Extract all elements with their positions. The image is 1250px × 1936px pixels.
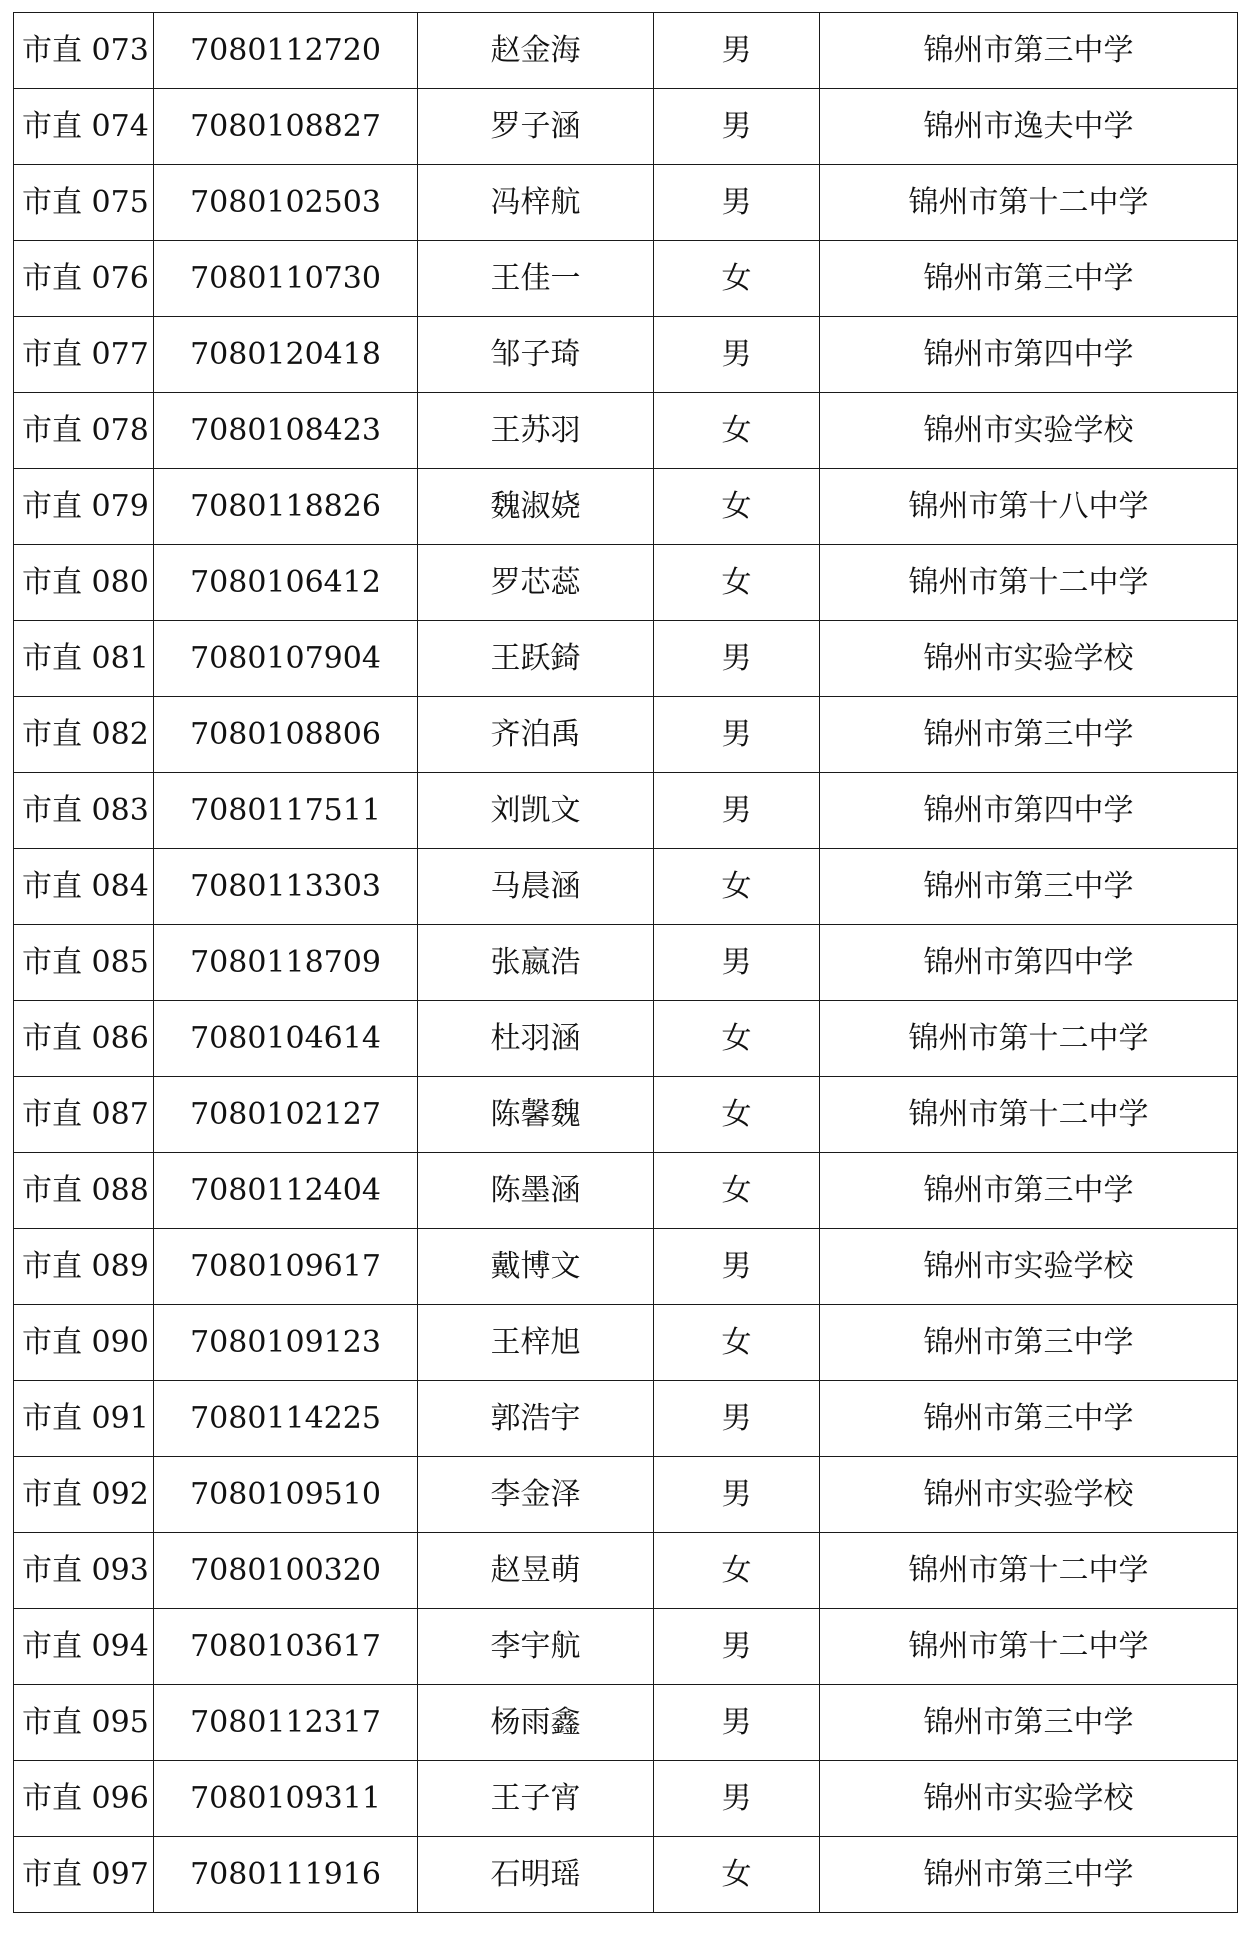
student-name-cell: 冯梓航	[418, 165, 654, 241]
gender-cell: 女	[654, 849, 820, 925]
exam-number-cell: 7080112317	[154, 1685, 418, 1761]
school-cell: 锦州市实验学校	[820, 1761, 1238, 1837]
row-code-cell: 市直 090	[14, 1305, 154, 1381]
gender-cell: 女	[654, 241, 820, 317]
school-cell: 锦州市逸夫中学	[820, 89, 1238, 165]
school-cell: 锦州市第四中学	[820, 317, 1238, 393]
gender-cell: 女	[654, 545, 820, 621]
table-row	[14, 1381, 1238, 1457]
school-cell: 锦州市第三中学	[820, 241, 1238, 317]
gender-cell: 男	[654, 773, 820, 849]
school-cell: 锦州市第三中学	[820, 849, 1238, 925]
school-cell: 锦州市第三中学	[820, 1837, 1238, 1913]
school-cell: 锦州市第十八中学	[820, 469, 1238, 545]
student-name-cell: 王子宵	[418, 1761, 654, 1837]
school-cell: 锦州市第四中学	[820, 773, 1238, 849]
table-row	[14, 13, 1238, 89]
table-row	[14, 1761, 1238, 1837]
row-code-cell: 市直 087	[14, 1077, 154, 1153]
exam-number-cell: 7080104614	[154, 1001, 418, 1077]
exam-number-cell: 7080108827	[154, 89, 418, 165]
student-name-cell: 魏淑娆	[418, 469, 654, 545]
table-row	[14, 1153, 1238, 1229]
table-row	[14, 241, 1238, 317]
school-cell: 锦州市实验学校	[820, 621, 1238, 697]
gender-cell: 男	[654, 1381, 820, 1457]
row-code-cell: 市直 097	[14, 1837, 154, 1913]
student-name-cell: 赵金海	[418, 13, 654, 89]
school-cell: 锦州市第三中学	[820, 1153, 1238, 1229]
row-code-cell: 市直 095	[14, 1685, 154, 1761]
roster-body	[14, 13, 1238, 1913]
table-row	[14, 1457, 1238, 1533]
exam-number-cell: 7080113303	[154, 849, 418, 925]
gender-cell: 男	[654, 317, 820, 393]
school-cell: 锦州市第十二中学	[820, 1077, 1238, 1153]
gender-cell: 男	[654, 621, 820, 697]
student-name-cell: 齐泊禹	[418, 697, 654, 773]
table-row	[14, 1077, 1238, 1153]
student-name-cell: 刘凯文	[418, 773, 654, 849]
table-row	[14, 1609, 1238, 1685]
student-name-cell: 陈墨涵	[418, 1153, 654, 1229]
exam-number-cell: 7080117511	[154, 773, 418, 849]
row-code-cell: 市直 093	[14, 1533, 154, 1609]
row-code-cell: 市直 075	[14, 165, 154, 241]
row-code-cell: 市直 091	[14, 1381, 154, 1457]
student-name-cell: 赵昱萌	[418, 1533, 654, 1609]
table-row	[14, 393, 1238, 469]
row-code-cell: 市直 085	[14, 925, 154, 1001]
gender-cell: 女	[654, 1837, 820, 1913]
student-name-cell: 杨雨鑫	[418, 1685, 654, 1761]
row-code-cell: 市直 092	[14, 1457, 154, 1533]
school-cell: 锦州市第三中学	[820, 1305, 1238, 1381]
row-code-cell: 市直 073	[14, 13, 154, 89]
table-row	[14, 317, 1238, 393]
student-name-cell: 李金泽	[418, 1457, 654, 1533]
exam-number-cell: 7080109510	[154, 1457, 418, 1533]
exam-number-cell: 7080118826	[154, 469, 418, 545]
student-name-cell: 邹子琦	[418, 317, 654, 393]
gender-cell: 男	[654, 165, 820, 241]
table-row	[14, 1229, 1238, 1305]
gender-cell: 女	[654, 393, 820, 469]
gender-cell: 女	[654, 1305, 820, 1381]
school-cell: 锦州市第四中学	[820, 925, 1238, 1001]
table-row	[14, 925, 1238, 1001]
student-name-cell: 张嬴浩	[418, 925, 654, 1001]
school-cell: 锦州市第三中学	[820, 13, 1238, 89]
table-row	[14, 1837, 1238, 1913]
gender-cell: 男	[654, 1761, 820, 1837]
student-name-cell: 石明瑶	[418, 1837, 654, 1913]
exam-number-cell: 7080109123	[154, 1305, 418, 1381]
student-name-cell: 王佳一	[418, 241, 654, 317]
student-name-cell: 李宇航	[418, 1609, 654, 1685]
exam-number-cell: 7080100320	[154, 1533, 418, 1609]
student-name-cell: 郭浩宇	[418, 1381, 654, 1457]
gender-cell: 女	[654, 1077, 820, 1153]
table-row	[14, 1533, 1238, 1609]
student-name-cell: 罗芯蕊	[418, 545, 654, 621]
school-cell: 锦州市实验学校	[820, 1229, 1238, 1305]
exam-number-cell: 7080108423	[154, 393, 418, 469]
gender-cell: 男	[654, 1685, 820, 1761]
exam-number-cell: 7080109311	[154, 1761, 418, 1837]
school-cell: 锦州市实验学校	[820, 1457, 1238, 1533]
gender-cell: 男	[654, 1229, 820, 1305]
row-code-cell: 市直 084	[14, 849, 154, 925]
gender-cell: 女	[654, 1153, 820, 1229]
table-row	[14, 89, 1238, 165]
exam-number-cell: 7080103617	[154, 1609, 418, 1685]
exam-number-cell: 7080111916	[154, 1837, 418, 1913]
row-code-cell: 市直 079	[14, 469, 154, 545]
table-row	[14, 1001, 1238, 1077]
row-code-cell: 市直 076	[14, 241, 154, 317]
gender-cell: 女	[654, 469, 820, 545]
row-code-cell: 市直 080	[14, 545, 154, 621]
school-cell: 锦州市第三中学	[820, 1381, 1238, 1457]
school-cell: 锦州市实验学校	[820, 393, 1238, 469]
exam-number-cell: 7080109617	[154, 1229, 418, 1305]
exam-number-cell: 7080112404	[154, 1153, 418, 1229]
exam-number-cell: 7080102127	[154, 1077, 418, 1153]
student-name-cell: 王梓旭	[418, 1305, 654, 1381]
table-row	[14, 621, 1238, 697]
gender-cell: 男	[654, 697, 820, 773]
gender-cell: 女	[654, 1533, 820, 1609]
exam-number-cell: 7080114225	[154, 1381, 418, 1457]
gender-cell: 男	[654, 1457, 820, 1533]
gender-cell: 男	[654, 1609, 820, 1685]
table-row	[14, 469, 1238, 545]
exam-number-cell: 7080118709	[154, 925, 418, 1001]
exam-number-cell: 7080106412	[154, 545, 418, 621]
student-name-cell: 陈馨魏	[418, 1077, 654, 1153]
table-row	[14, 545, 1238, 621]
student-roster-table	[13, 12, 1238, 1913]
student-name-cell: 马晨涵	[418, 849, 654, 925]
row-code-cell: 市直 086	[14, 1001, 154, 1077]
exam-number-cell: 7080108806	[154, 697, 418, 773]
exam-number-cell: 7080102503	[154, 165, 418, 241]
row-code-cell: 市直 088	[14, 1153, 154, 1229]
school-cell: 锦州市第十二中学	[820, 545, 1238, 621]
row-code-cell: 市直 077	[14, 317, 154, 393]
school-cell: 锦州市第十二中学	[820, 1609, 1238, 1685]
table-row	[14, 849, 1238, 925]
student-name-cell: 戴博文	[418, 1229, 654, 1305]
row-code-cell: 市直 082	[14, 697, 154, 773]
student-name-cell: 王跃錡	[418, 621, 654, 697]
school-cell: 锦州市第十二中学	[820, 1001, 1238, 1077]
table-row	[14, 773, 1238, 849]
school-cell: 锦州市第十二中学	[820, 165, 1238, 241]
row-code-cell: 市直 089	[14, 1229, 154, 1305]
table-row	[14, 697, 1238, 773]
student-name-cell: 罗子涵	[418, 89, 654, 165]
school-cell: 锦州市第三中学	[820, 1685, 1238, 1761]
row-code-cell: 市直 094	[14, 1609, 154, 1685]
exam-number-cell: 7080107904	[154, 621, 418, 697]
student-name-cell: 杜羽涵	[418, 1001, 654, 1077]
school-cell: 锦州市第十二中学	[820, 1533, 1238, 1609]
row-code-cell: 市直 081	[14, 621, 154, 697]
gender-cell: 女	[654, 1001, 820, 1077]
exam-number-cell: 7080110730	[154, 241, 418, 317]
exam-number-cell: 7080120418	[154, 317, 418, 393]
table-row	[14, 1685, 1238, 1761]
table-row	[14, 1305, 1238, 1381]
row-code-cell: 市直 078	[14, 393, 154, 469]
gender-cell: 男	[654, 925, 820, 1001]
row-code-cell: 市直 074	[14, 89, 154, 165]
gender-cell: 男	[654, 13, 820, 89]
row-code-cell: 市直 083	[14, 773, 154, 849]
school-cell: 锦州市第三中学	[820, 697, 1238, 773]
row-code-cell: 市直 096	[14, 1761, 154, 1837]
exam-number-cell: 7080112720	[154, 13, 418, 89]
table-row	[14, 165, 1238, 241]
student-name-cell: 王苏羽	[418, 393, 654, 469]
gender-cell: 男	[654, 89, 820, 165]
